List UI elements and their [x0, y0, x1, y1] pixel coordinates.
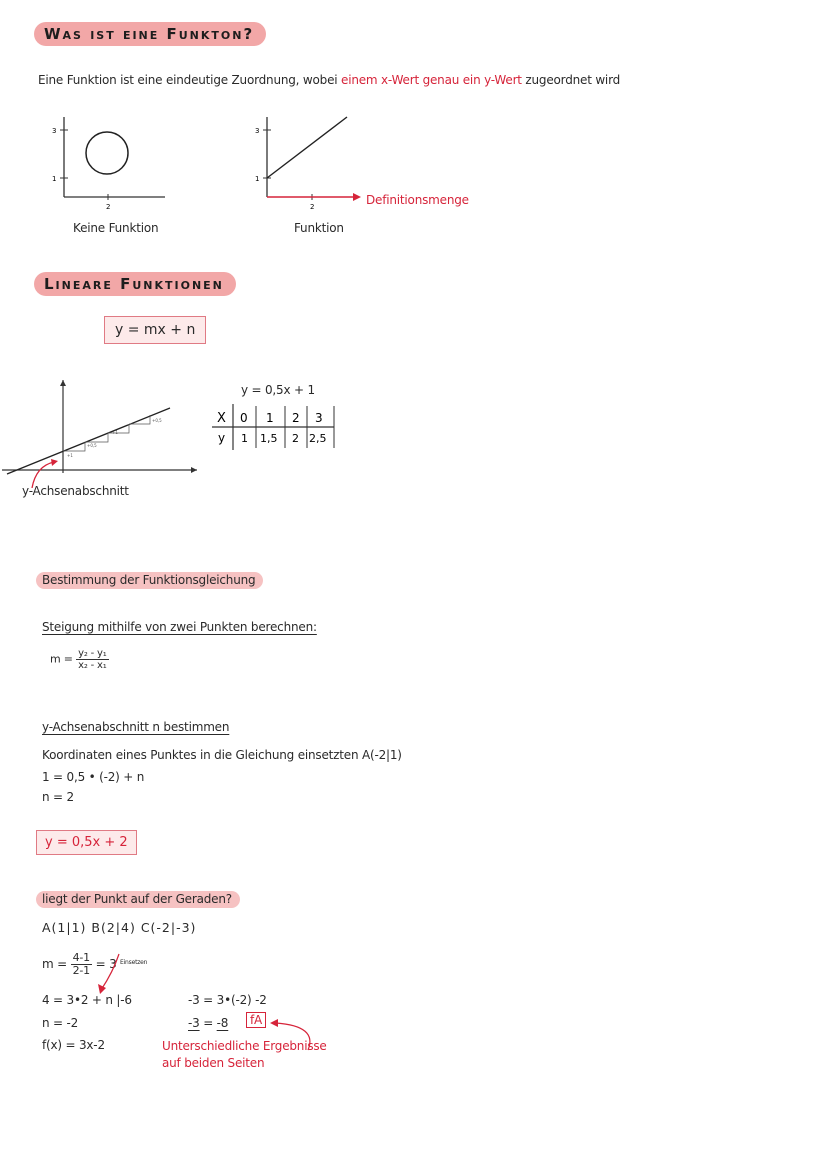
x-value: 3 [315, 411, 323, 425]
definition-prefix: Eine Funktion ist eine eindeutige Zuordnung, wobei [38, 73, 342, 87]
m-numerator: 4-1 [72, 951, 90, 964]
tick-y-bottom: 1 [52, 175, 57, 183]
relation-circle [86, 132, 128, 174]
m-label: m = [42, 957, 67, 971]
right-calc-lhs: -3 [188, 1016, 200, 1030]
caption-funktion: Funktion [294, 221, 344, 235]
y-value: 1 [241, 432, 248, 445]
y-value: 2,5 [309, 432, 327, 445]
definition-suffix: zugeordnet wird [521, 73, 621, 87]
m-fraction [71, 952, 92, 977]
calc-line-2: n = 2 [42, 790, 74, 804]
function-line [267, 117, 347, 178]
step-label: +0,5 [87, 443, 97, 448]
linear-line [7, 408, 170, 474]
value-table [210, 402, 340, 452]
result-equation-box: y = 0,5x + 2 [36, 830, 137, 855]
tick-y-top: 3 [52, 127, 57, 135]
fa-arrow-icon [270, 1019, 278, 1027]
slope-heading: Steigung mithilfe von zwei Punkten berechnen: [42, 620, 317, 634]
domain-arrow-icon [353, 193, 361, 201]
linear-graph [2, 378, 202, 488]
subtitle-funktionsgleichung: Bestimmung der Funktionsgleichung [36, 572, 263, 589]
tick-x: 2 [106, 203, 111, 211]
points-list: A(1|1) B(2|4) C(-2|-3) [42, 920, 197, 935]
calc-line-1: 1 = 0,5 • (-2) + n [42, 770, 145, 784]
left-calc-line-3: f(x) = 3x-2 [42, 1038, 105, 1052]
tick-y-top: 3 [255, 127, 260, 135]
note-line-1: Unterschiedliche Ergebnisse [162, 1039, 327, 1053]
slope-numerator: y₂ - y₁ [78, 648, 107, 659]
y-axis-arrow-icon [60, 380, 66, 386]
right-calc-line-2 [188, 1016, 228, 1030]
row-x-label: X [217, 411, 226, 426]
section-title-lineare-funktionen: Lineare Funktionen [34, 272, 236, 296]
caption-keine-funktion: Keine Funktion [73, 221, 159, 235]
step-label: +0,5 [152, 418, 162, 423]
x-value: 2 [292, 411, 300, 425]
intercept-label: y-Achsenabschnitt [22, 484, 129, 498]
row-y-label: y [218, 431, 226, 445]
fa-box: fA [246, 1012, 266, 1028]
domain-label: Definitionsmenge [366, 193, 469, 207]
y-value: 2 [292, 432, 299, 445]
definition-highlight: einem x-Wert genau ein y-Wert [341, 73, 522, 87]
step-label: +1 [67, 453, 73, 458]
intercept-text: Koordinaten eines Punktes in die Gleichung einsetzten A(-2|1) [42, 748, 402, 762]
m-result: = 3 [95, 957, 117, 971]
general-formula-box: y = mx + n [104, 316, 206, 344]
right-calc-rhs: -8 [216, 1016, 229, 1030]
x-value: 1 [266, 411, 274, 425]
right-calc-eq: = [199, 1016, 217, 1030]
x-value: 0 [240, 411, 248, 425]
table-equation: y = 0,5x + 1 [241, 383, 315, 397]
left-calc-line-2: n = -2 [42, 1016, 79, 1030]
graph-keine-funktion [40, 112, 170, 212]
x-axis-arrow-icon [191, 467, 197, 473]
subtitle-punkt-auf-gerade: liegt der Punkt auf der Geraden? [36, 891, 240, 908]
left-calc-line-1: 4 = 3•2 + n |-6 [42, 993, 132, 1007]
right-calc-line-1: -3 = 3•(-2) -2 [188, 993, 267, 1007]
note-line-2: auf beiden Seiten [162, 1056, 265, 1070]
y-value: 1,5 [260, 432, 278, 445]
tick-x: 2 [310, 203, 315, 211]
definition-text [38, 73, 620, 87]
tick-y-bottom: 1 [255, 175, 260, 183]
slope-fraction [76, 648, 108, 671]
slope-formula [50, 648, 109, 671]
insert-note: Einsetzen [120, 959, 148, 966]
m-denominator: 2-1 [72, 964, 90, 977]
step-label: +1 [112, 430, 118, 435]
slope-m-label: m = [50, 652, 73, 666]
section-title-funktion: Was ist eine Funkton? [34, 22, 266, 46]
intercept-heading: y-Achsenabschnitt n bestimmen [42, 720, 230, 734]
intercept-arrow-icon [51, 459, 58, 466]
slope-denominator: x₂ - x₁ [78, 660, 107, 671]
insert-arrow [95, 950, 125, 998]
